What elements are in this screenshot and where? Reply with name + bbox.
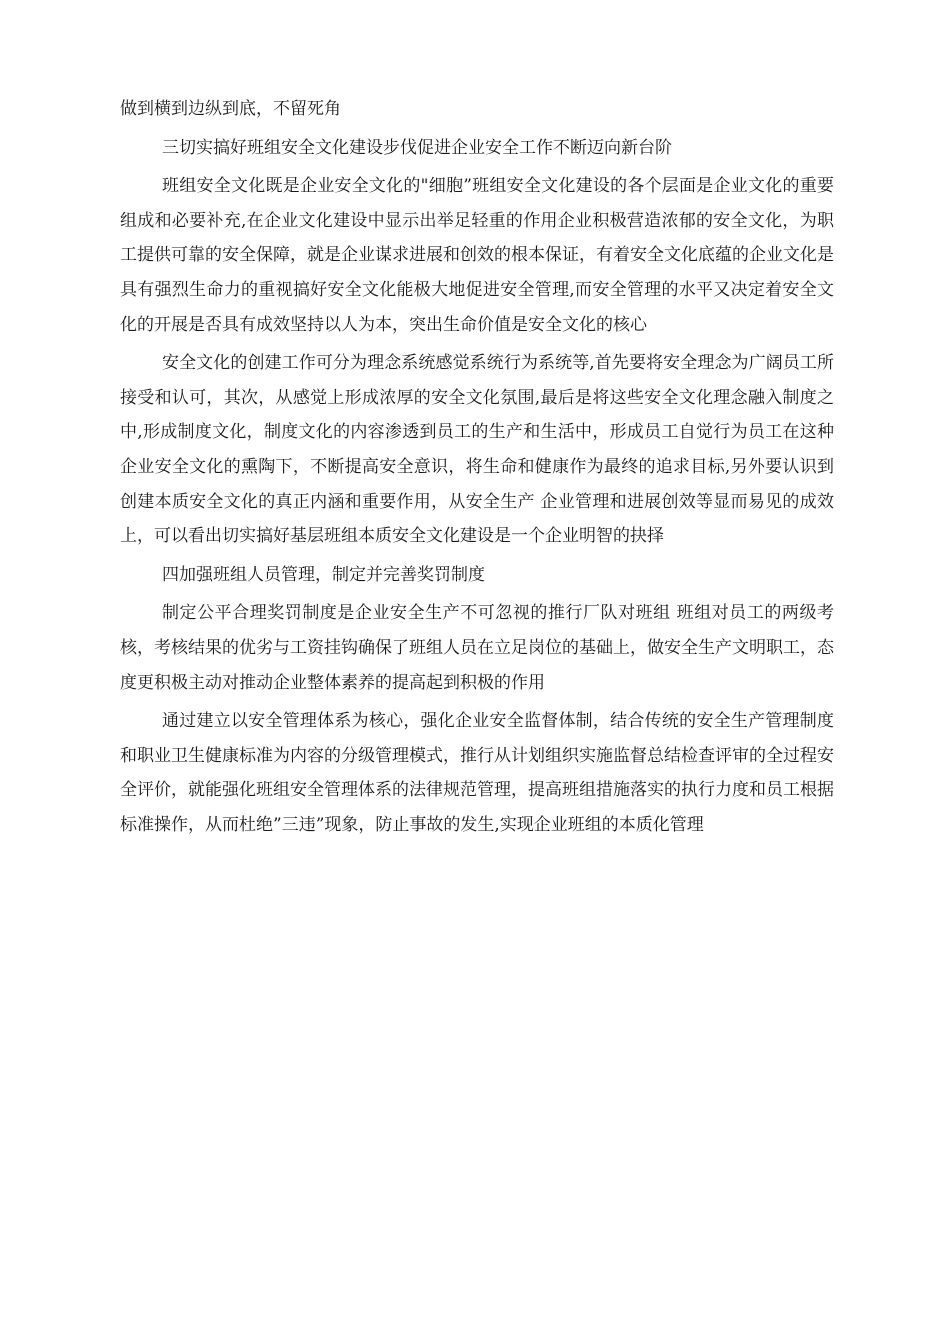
paragraph-reward-penalty: 制定公平合理奖罚制度是企业安全生产不可忽视的推行厂队对班组 班组对员工的两级考核，考核结果的优劣与工资挂钩确保了班组人员在立足岗位的基础上，做安全生产文明职工，态度更积极主动对推动企业整体素养的提高起到积极的作用: [120, 603, 834, 693]
document-body: [120, 92, 834, 846]
paragraph-management-system: 通过建立以安全管理体系为核心，强化企业安全监督体制，结合传统的安全生产管理制度和职业卫生健康标准为内容的分级管理模式，推行从计划组织实施监督总结检查评审的全过程安全评价，就能强化班组安全管理体系的法律规范管理，提高班组措施落实的执行力度和员工根据标准操作，从而杜绝”三违”现象，防止事故的发生,实现企业班组的本质化管理: [120, 711, 834, 835]
paragraph-safety-culture-core: 班组安全文化既是企业安全文化的"细胞”班组安全文化建设的各个层面是企业文化的重要组成和必要补充,在企业文化建设中显示出举足轻重的作用企业积极营造浓郁的安全文化，为职工提供可靠的安全保障，就是企业谋求进展和创效的根本保证，有着安全文化底蕴的企业文化是具有强烈生命力的重视搞好安全文化能极大地促进安全管理,而安全管理的水平又决定着安全文化的开展是否具有成效坚持以人为本，突出生命价值是安全文化的核心: [120, 176, 834, 335]
section-heading-three: 三切实搞好班组安全文化建设步伐促进企业安全工作不断迈向新台阶: [162, 137, 672, 158]
paragraph-safety-culture-systems: 安全文化的创建工作可分为理念系统感觉系统行为系统等,首先要将安全理念为广阔员工所接受和认可，其次，从感觉上形成浓厚的安全文化氛围,最后是将这些安全文化理念融入制度之中,形成制度文化，制度文化的内容渗透到员工的生产和生活中，形成员工自觉行为员工在这种企业安全文化的熏陶下，不断提高安全意识，将生命和健康作为最终的追求目标,另外要认识到创建本质安全文化的真正内涵和重要作用，从安全生产 企业管理和进展创效等显而易见的成效上，可以看出切实搞好基层班组本质安全文化建设是一个企业明智的抉择: [120, 353, 834, 547]
paragraph-continuation: 做到横到边纵到底，不留死角: [120, 99, 341, 119]
section-heading-four: 四加强班组人员管理，制定并完善奖罚制度: [162, 564, 485, 585]
